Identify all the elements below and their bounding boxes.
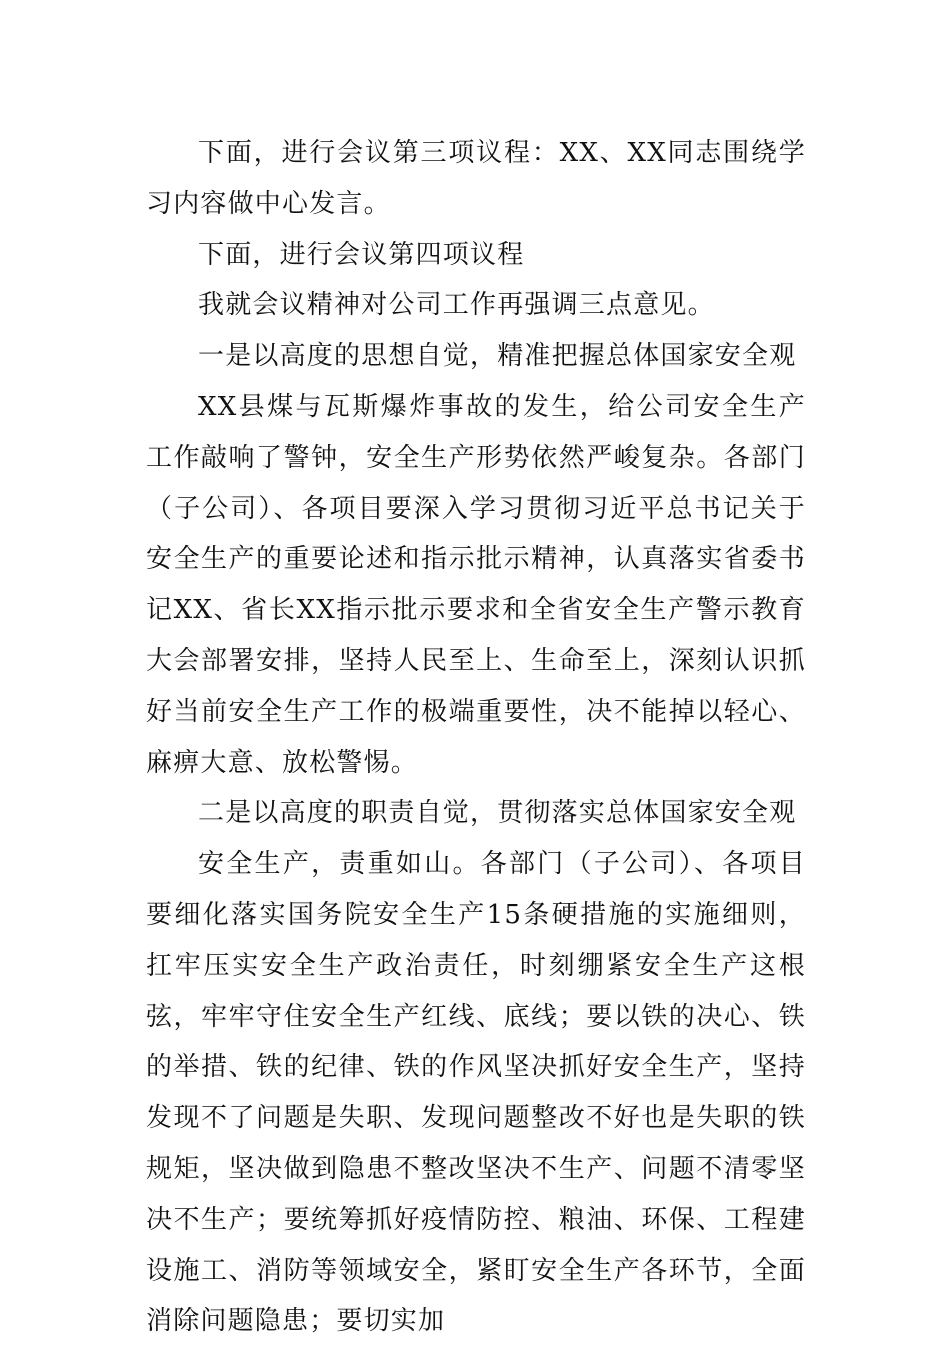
paragraph-agenda-three: 下面，进行会议第三项议程：XX、XX同志围绕学习内容做中心发言。 — [146, 138, 806, 219]
paragraph-point-two-body: 安全生产，责重如山。各部门（子公司）、各项目要细化落实国务院安全生产15条硬措施的实施细则，扛牢压实安全生产政治责任，时刻绷紧安全生产这根弦，牢牢守住安全生产红线、底线；要以铁的决心、铁的举措、铁的纪律、铁的作风坚决抓好安全生产，坚持发现不了问题是失职、发现问题整改不好也是失职的铁规矩，坚决做到隐患不整改坚决不生产、问题不清零坚决不生产；要统筹抓好疫情防控、粮油、环保、工程建设施工、消防等领域安全，紧盯安全生产各环节，全面消除问题隐患；要切实加 — [146, 849, 806, 1337]
paragraph-agenda-four: 下面，进行会议第四项议程 — [198, 239, 525, 270]
document-body — [146, 128, 806, 1347]
heading-point-one: 一是以高度的思想自觉，精准把握总体国家安全观 — [198, 341, 797, 372]
paragraph-point-one-body: XX县煤与瓦斯爆炸事故的发生，给公司安全生产工作敲响了警钟，安全生产形势依然严峻复杂。各部门（子公司）、各项目要深入学习贯彻习近平总书记关于安全生产的重要论述和指示批示精神，认真落实省委书记XX、省长XX指示批示要求和全省安全生产警示教育大会部署安排，坚持人民至上、生命至上，深刻认识抓好当前安全生产工作的极端重要性，决不能掉以轻心、麻痹大意、放松警惕。 — [146, 391, 806, 778]
heading-point-two: 二是以高度的职责自觉，贯彻落实总体国家安全观 — [198, 798, 797, 829]
paragraph-three-points-intro: 我就会议精神对公司工作再强调三点意见。 — [198, 290, 715, 321]
